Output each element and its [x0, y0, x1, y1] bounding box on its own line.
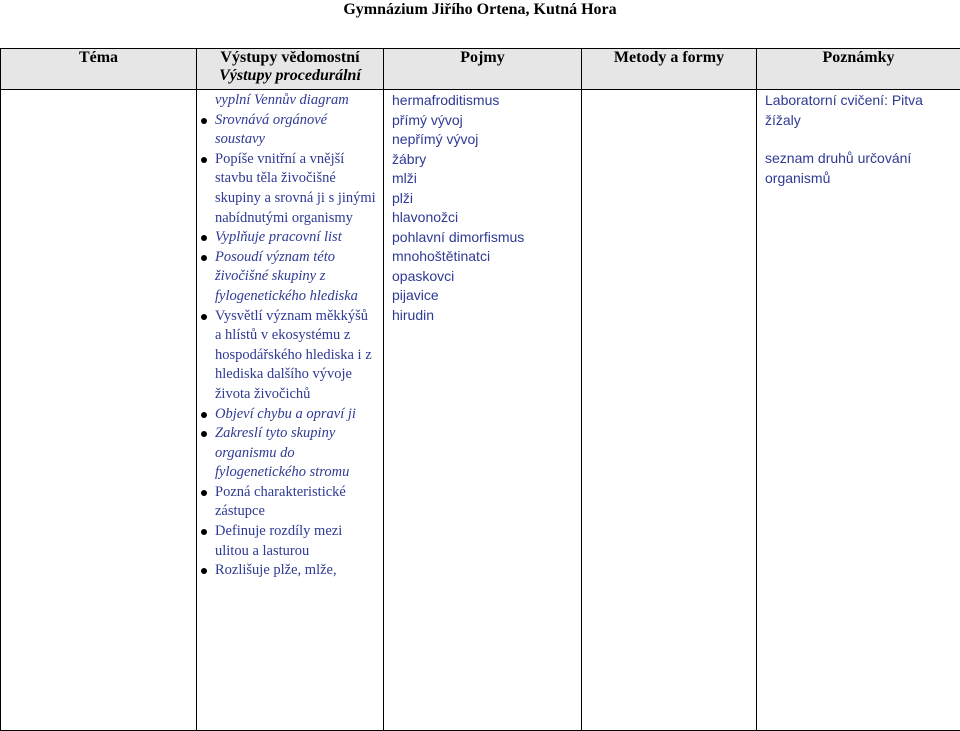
- cell-vystupy: [197, 90, 384, 731]
- column-header-metody: Metody a formy: [582, 49, 757, 90]
- cell-tema: [1, 90, 197, 731]
- list-item: pohlavní dimorfismus: [392, 228, 575, 248]
- list-item: Rozlišuje plže, mlže,: [201, 561, 377, 581]
- list-item: pijavice: [392, 286, 575, 306]
- list-item: žábry: [392, 150, 575, 170]
- table-header-row: [1, 49, 960, 90]
- list-item: Objeví chybu a opraví ji: [201, 405, 377, 425]
- list-item: Posoudí význam této živočišné skupiny z fylogenetického hlediska: [201, 248, 377, 307]
- list-item: Popíše vnitřní a vnější stavbu těla živočišné skupiny a srovná ji s jinými nabídnutými organismy: [201, 150, 377, 228]
- list-item: plži: [392, 189, 575, 209]
- list-item: mnohoštětinatci: [392, 247, 575, 267]
- page-header-title: Gymnázium Jiřího Ortena, Kutná Hora: [0, 0, 960, 20]
- column-header-pojmy: Pojmy: [384, 49, 582, 90]
- poznamky-content: [757, 90, 960, 188]
- list-item: hermafroditismus: [392, 91, 575, 111]
- cell-poznamky: [757, 90, 960, 731]
- list-item: hirudin: [392, 306, 575, 326]
- list-item: Vysvětlí význam měkkýšů a hlístů v ekosystému z hospodářského hlediska i z hlediska dalšího vývoje života živočichů: [201, 307, 377, 405]
- poznamky-species-note: seznam druhů určování organismů: [765, 149, 956, 188]
- column-header-vystupy-proceduralni: Výstupy procedurální: [197, 67, 383, 85]
- poznamky-lab-note: Laboratorní cvičení: Pitva žížaly: [765, 91, 956, 130]
- list-item: Definuje rozdíly mezi ulitou a lasturou: [201, 522, 377, 561]
- list-item: Zakreslí tyto skupiny organismu do fylogenetického stromu: [201, 424, 377, 483]
- list-item: vyplní Vennův diagram: [201, 91, 377, 111]
- vystupy-list: [197, 90, 383, 581]
- cell-metody: [582, 90, 757, 731]
- list-item: přímý vývoj: [392, 111, 575, 131]
- column-header-tema: Téma: [1, 49, 197, 90]
- list-item: Srovnává orgánové soustavy: [201, 111, 377, 150]
- pojmy-list: [384, 90, 581, 325]
- cell-pojmy: [384, 90, 582, 731]
- list-item: Vyplňuje pracovní list: [201, 228, 377, 248]
- list-item: opaskovci: [392, 267, 575, 287]
- list-item: nepřímý vývoj: [392, 130, 575, 150]
- list-item: Pozná charakteristické zástupce: [201, 483, 377, 522]
- column-header-vystupy-vedomostni: Výstupy vědomostní: [197, 49, 383, 67]
- list-item: hlavonožci: [392, 208, 575, 228]
- curriculum-table: [0, 48, 960, 731]
- table-row: [1, 90, 960, 731]
- column-header-vystupy: [197, 49, 384, 90]
- column-header-poznamky: Poznámky: [757, 49, 960, 90]
- list-item: mlži: [392, 169, 575, 189]
